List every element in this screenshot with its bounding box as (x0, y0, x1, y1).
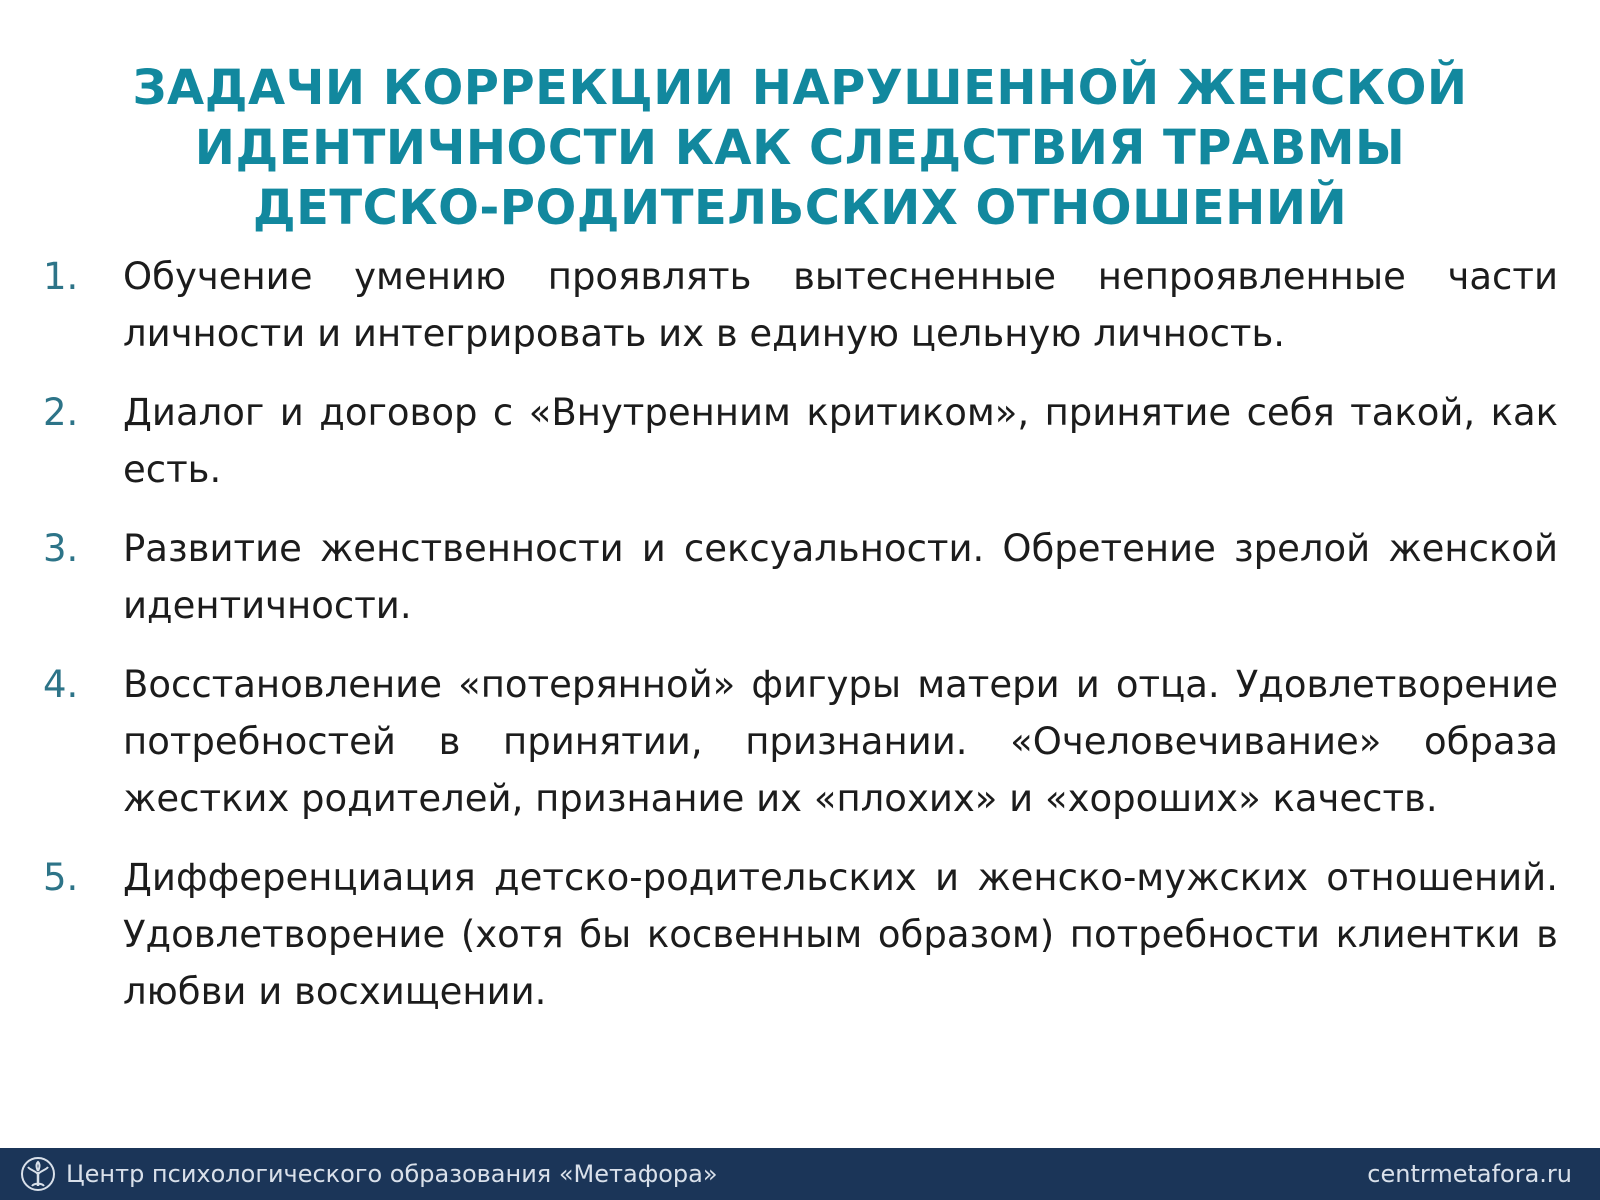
task-list (38, 248, 1558, 1042)
tree-logo-icon (20, 1156, 56, 1192)
title-line-2: ИДЕНТИЧНОСТИ КАК СЛЕДСТВИЯ ТРАВМЫ (194, 120, 1406, 177)
task-text: Дифференциация детско-родительских и женско-мужских отношений. Удовлетворение (хотя бы косвенным образом) потребности клиентки в любви и восхищении. (123, 856, 1558, 1013)
task-item-2 (38, 384, 1558, 498)
footer-website-link[interactable]: centrmetafora.ru (1367, 1160, 1572, 1188)
task-item-1 (38, 248, 1558, 362)
task-number: 1. (43, 255, 79, 298)
task-number: 3. (43, 527, 79, 570)
footer-organization: Центр психологического образования «Метафора» (66, 1160, 718, 1188)
title-line-3: ДЕТСКО-РОДИТЕЛЬСКИХ ОТНОШЕНИЙ (252, 180, 1348, 237)
slide-title (80, 58, 1520, 238)
title-line-1: ЗАДАЧИ КОРРЕКЦИИ НАРУШЕННОЙ ЖЕНСКОЙ (132, 60, 1468, 117)
task-item-3 (38, 520, 1558, 634)
task-item-4 (38, 656, 1558, 827)
task-text: Развитие женственности и сексуальности. Обретение зрелой женской идентичности. (123, 527, 1558, 627)
footer-bar (0, 1148, 1600, 1200)
task-number: 5. (43, 856, 79, 899)
task-number: 2. (43, 391, 79, 434)
task-number: 4. (43, 663, 79, 706)
task-text: Восстановление «потерянной» фигуры матери и отца. Удовлетворение потребностей в принятии, признании. «Очеловечивание» образа жестких родителей, признание их «плохих» и «хороших» качеств. (123, 663, 1558, 820)
task-item-5 (38, 849, 1558, 1020)
task-text: Обучение умению проявлять вытесненные непроявленные части личности и интегрировать их в единую цельную личность. (123, 255, 1558, 355)
task-text: Диалог и договор с «Внутренним критиком», принятие себя такой, как есть. (123, 391, 1558, 491)
